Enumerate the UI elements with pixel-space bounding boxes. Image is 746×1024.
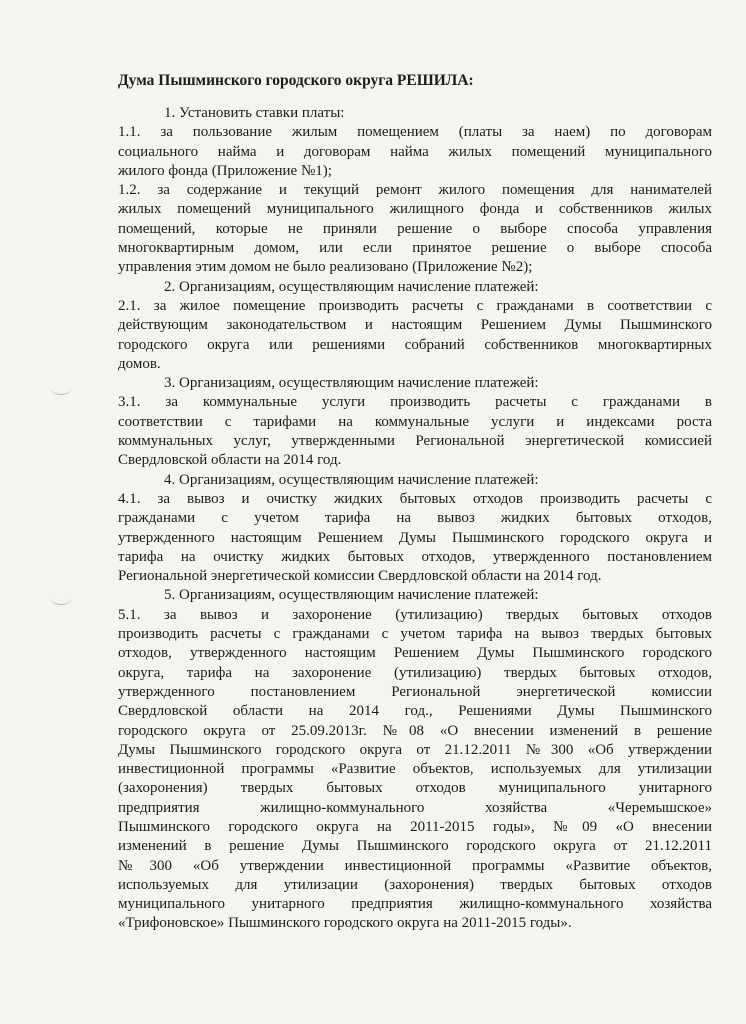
text-line: 4.1. за вывоз и очистку жидких бытовых отходов производить расчеты с xyxy=(118,490,712,507)
text-line: Региональной энергетической комиссии Свердловской области на 2014 год. xyxy=(118,568,602,585)
text-line: жилых помещений муниципального жилищного фонда и собственников жилых xyxy=(118,201,712,218)
paragraph xyxy=(118,104,712,123)
text-line: 1. Установить ставки платы: xyxy=(164,105,345,121)
text-line: многоквартирным домом, или если принятое решение о выборе способа xyxy=(118,240,712,257)
text-line: Пышминского городского округа на 2011-2015 годы», №09 «О внесении xyxy=(118,818,712,835)
text-line: помещений, которые не приняли решение о выборе способа управления xyxy=(118,220,712,237)
text-line: 3. Организациям, осуществляющим начисление платежей: xyxy=(164,375,539,392)
paragraph xyxy=(118,181,712,277)
paragraph xyxy=(118,374,712,393)
text-line: утвержденного постановлением Региональной энергетической комиссии xyxy=(118,683,712,700)
text-line: социального найма и договорам найма жилых помещений муниципального xyxy=(118,143,712,160)
text-line: 4. Организациям, осуществляющим начисление платежей: xyxy=(164,471,539,488)
text-line: 5. Организациям, осуществляющим начисление платежей: xyxy=(164,587,539,604)
text-line: городского округа или решениями собраний собственников многоквартирных xyxy=(118,336,712,353)
text-line: действующим законодательством и настоящим Решением Думы Пышминского xyxy=(118,317,712,334)
text-line: изменений в решение Думы Пышминского городского округа от 21.12.2011 xyxy=(118,838,712,855)
text-line: Свердловской области на 2014 год., Решениями Думы Пышминского xyxy=(118,703,712,720)
text-line: «Трифоновское» Пышминского городского округа на 2011-2015 годы». xyxy=(118,915,572,932)
text-line: Свердловской области на 2014 год. xyxy=(118,452,342,469)
text-line: (захоронения) твердых бытовых отходов муниципального унитарного xyxy=(118,780,712,797)
paragraph-list xyxy=(118,104,712,934)
punch-hole-mark xyxy=(50,380,72,395)
punch-hole-mark xyxy=(50,590,72,605)
paragraph xyxy=(118,123,712,181)
text-line: тарифа на очистку жидких бытовых отходов, утвержденного постановлением xyxy=(118,548,712,565)
text-line: 3.1. за коммунальные услуги производить расчеты с гражданами в xyxy=(118,394,712,411)
text-line: отходов, утвержденного настоящим Решением Думы Пышминского городского xyxy=(118,645,712,662)
text-line: управления этим домом не было реализовано (Приложение №2); xyxy=(118,259,533,276)
text-line: 2. Организациям, осуществляющим начисление платежей: xyxy=(164,278,539,295)
text-line: жилого фонда (Приложение №1); xyxy=(118,162,332,179)
document-body xyxy=(118,70,712,934)
text-line: гражданами с учетом тарифа на вывоз жидких бытовых отходов, xyxy=(118,510,712,527)
text-line: округа, тарифа на захоронение (утилизацию) твердых бытовых отходов, xyxy=(118,664,712,681)
text-line: коммунальных услуг, утвержденными Региональной энергетической комиссией xyxy=(118,433,712,450)
text-line: производить расчеты с гражданами с учетом тарифа на вывоз твердых бытовых xyxy=(118,626,712,643)
text-line: 1.1. за пользование жилым помещением (платы за наем) по договорам xyxy=(118,124,712,141)
text-line: городского округа от 25.09.2013г. №08 «О внесении изменений в решение xyxy=(118,722,712,739)
paragraph xyxy=(118,471,712,490)
text-line: предприятия жилищно-коммунального хозяйства «Черемышское» xyxy=(118,799,712,816)
paragraph xyxy=(118,278,712,297)
text-line: 2.1. за жилое помещение производить расчеты с гражданами в соответствии с xyxy=(118,297,712,314)
text-line: муниципального унитарного предприятия жилищно-коммунального хозяйства xyxy=(118,896,712,913)
text-line: используемых для утилизации (захоронения) твердых бытовых отходов xyxy=(118,876,712,893)
document-heading: Дума Пышминского городского округа РЕШИЛА: xyxy=(118,72,474,89)
text-line: 5.1. за вывоз и захоронение (утилизацию) твердых бытовых отходов xyxy=(118,606,712,623)
paragraph xyxy=(118,490,712,586)
paragraph xyxy=(118,606,712,934)
text-line: 1.2. за содержание и текущий ремонт жилого помещения для нанимателей xyxy=(118,182,712,199)
text-line: домов. xyxy=(118,355,161,372)
paragraph xyxy=(118,586,712,605)
text-line: утвержденного настоящим Решением Думы Пышминского городского округа и xyxy=(118,529,712,546)
paragraph xyxy=(118,297,712,374)
text-line: соответствии с тарифами на коммунальные услуги и индексами роста xyxy=(118,413,712,430)
text-line: Думы Пышминского городского округа от 21.12.2011 №300 «Об утверждении xyxy=(118,741,712,758)
text-line: №300 «Об утверждении инвестиционной программы «Развитие объектов, xyxy=(118,857,712,874)
text-line: инвестиционной программы «Развитие объектов, используемых для утилизации xyxy=(118,761,712,778)
paragraph xyxy=(118,393,712,470)
